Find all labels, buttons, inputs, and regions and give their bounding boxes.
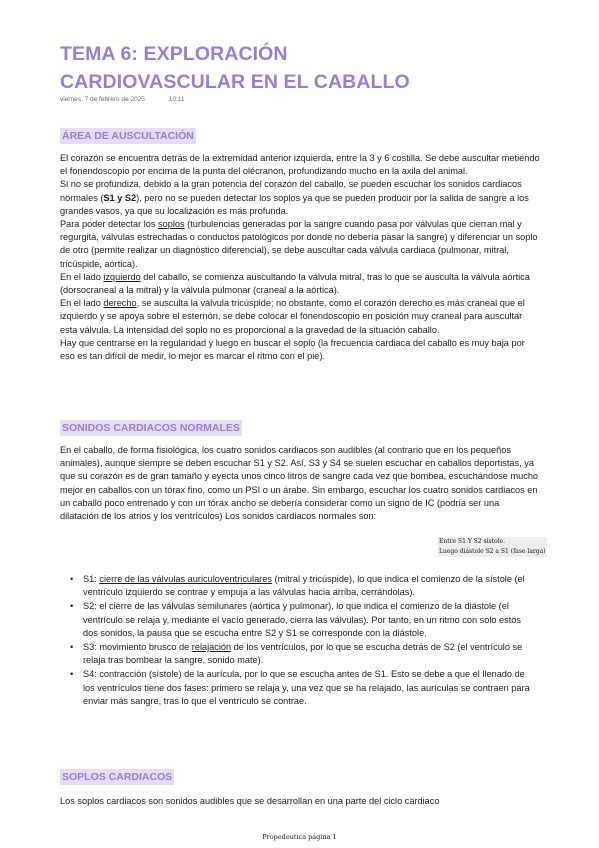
- paragraph: Si no se profundiza, debido a la gran potencia del corazón del caballo, se pueden escuchar los sonidos cardiacos normales (S1 y S2), pero no se pueden detectar los soplos ya que se pueden producir por la salida de sangre a los grandes vasos, ya que su localización es más profunda.: [60, 179, 529, 216]
- list-item: • S4: contracción (sístole) de la aurícula, por lo que se escucha antes de S1. Esto se debe a que el llenado de los ventrículos tiene dos fases: primero se relaja y, una vez que se ha relajado, las aurículas se contraen para enviar más sangre, tras lo que el ventrículo se contrae.: [70, 669, 530, 706]
- section-body-auscultacion: [60, 152, 540, 363]
- page-title: [60, 40, 560, 96]
- handwritten-note: [438, 537, 547, 557]
- section-heading-auscultacion: ÁREA DE AUSCULTACIÓN: [62, 130, 194, 142]
- page-footer: [0, 833, 599, 841]
- paragraph: En el lado izquierdo del caballo, se comienza auscultando la válvula mitral, tras lo que se ausculta la válvula aórtica (dorsocraneal a la mitral) y la válvula pulmonar (craneal a la aórtica).: [60, 271, 530, 296]
- list-item: • S3: movimiento brusco de relajación de los ventrículos, por lo que se escucha detrás de S2 (el ventrículo se relaja tras bombear la sangre, sonido mate).: [70, 642, 523, 666]
- time-text: 10:11: [168, 96, 185, 103]
- list-item: • S1: cierre de las válvulas auriculoventriculares (mitral y tricúspide), lo que indica el comienzo de la sístole (el ventrículo izquierdo se contrae y empuja a las válvulas hacia arriba, cerrándolas).: [70, 574, 525, 598]
- title-line-2: CARDIOVASCULAR EN EL CABALLO: [60, 71, 410, 93]
- section-body-soplos: [60, 795, 540, 808]
- list-item: • S2: el cierre de las válvulas semilunares (aórtica y pulmonar), lo que indica el comienzo de la diástole (el ventrículo se relaja y, mediante el vacío generado, cierra las válvulas). Por tanto, en un ritmo con solo estos dos sonidos, la pausa que se escucha entre S2 y S1 se corresponde con la diástole.: [70, 601, 521, 638]
- section-body-sonidos: [60, 444, 540, 523]
- paragraph: En el lado derecho, se ausculta la válvula tricúspide; no obstante, como el corazón derecho es más craneal que el izquierdo y se apoya sobre el esternón, se debe colocar el fonendoscopio en posición muy craneal para auscultar esta válvula. La intensidad del soplo no es proporcional a la gravedad de la situación caballo.: [60, 298, 525, 335]
- heart-sounds-list: [70, 573, 530, 709]
- section-heading-soplos: SOPLOS CARDIACOS: [62, 771, 173, 783]
- note-line-1: Entre S1 Y S2 sístole.: [438, 537, 547, 547]
- title-line-1: TEMA 6: EXPLORACIÓN: [60, 43, 288, 65]
- page-meta: [60, 96, 185, 103]
- section-heading-sonidos: SONIDOS CARDIACOS NORMALES: [62, 422, 240, 434]
- paragraph: Para poder detectar los soplos (turbulencias generadas por la sangre cuando pasa por válvulas que cierran mal y regurgita, válvulas estrechadas o conductos patológicos por donde no debería pasar la sangre) y diferenciar un soplo de otro (permite realizar un diagnóstico diferencial), se debe auscultar cada válvula cardiaca (pulmonar, mitral, tricúspide, aórtica).: [60, 219, 538, 269]
- paragraph: Los soplos cardiacos son sonidos audibles que se desarrollan en una parte del ciclo cardiaco: [60, 796, 440, 806]
- paragraph: En el caballo, de forma fisiológica, los cuatro sonidos cardiacos son audibles (al contrario que en los pequeños animales), aunque siempre se deben escuchar S1 y S2. Así, S3 y S4 se suelen escuchar en caballos deportistas, ya que su corazón es de gran tamaño y eyecta unos cinco litros de sangre cada vez que bombea, escuchándose mucho mejor en caballos con un tórax fino, como un PSI o un árabe. Sin embargo, escuchar los cuatro sonidos cardiacos en un caballo poco entrenado y con un tórax ancho se debería considerar como un signo de IC (podría ser una dilatación de los atrios y los ventrículos) Los sonidos cardiacos normales son:: [60, 445, 539, 522]
- note-line-2: Luego diástole S2 a S1 (fase larga): [439, 548, 546, 555]
- footer-text: Propedeutica página 1: [262, 833, 337, 841]
- paragraph: Hay que centrarse en la regularidad y luego en buscar el soplo (la frecuencia cardiaca del caballo es muy baja por eso es tan difícil de medir, lo mejor es marcar el ritmo con el pie).: [60, 337, 525, 362]
- date-text: viernes, 7 de febrero de 2025: [60, 96, 145, 103]
- paragraph: El corazón se encuentra detrás de la extremidad anterior izquierda, entre la 3 y 6 costilla. Se debe auscultar metiendo el fonendoscopio por encima de la punta del olécranon, profundizando mucho en la axila del animal.: [60, 153, 540, 177]
